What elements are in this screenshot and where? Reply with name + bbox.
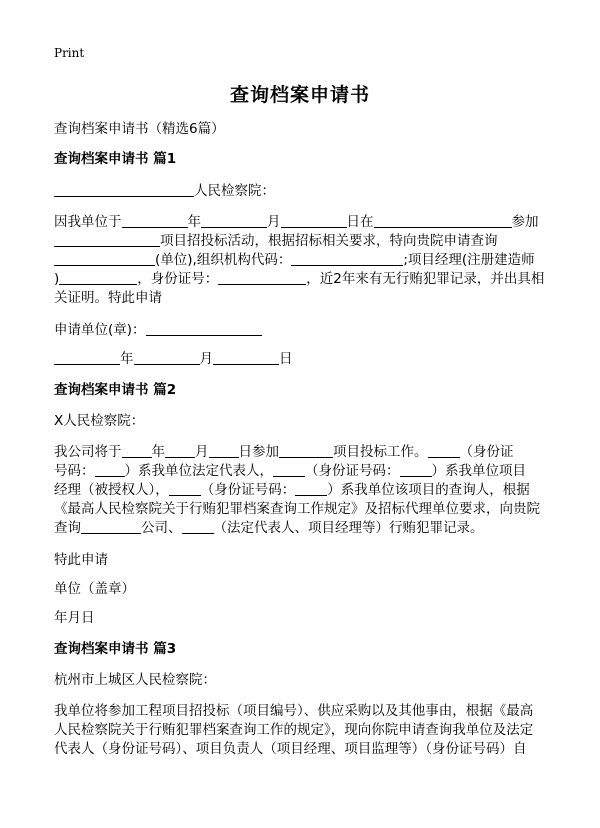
section-3-addressee: 杭州市上城区人民检察院： xyxy=(54,672,216,688)
section-2-special: 特此申请 xyxy=(54,552,108,568)
section-2-para-line-3: 经理（被授权人）， （身份证号码： ）系我单位该项目的查询人，根据 xyxy=(54,482,530,498)
section-2-date: 年月日 xyxy=(54,610,95,626)
section-1-addressee: 人民检察院： xyxy=(54,182,275,201)
section-1-para-line-5: 关证明。特此申请 xyxy=(54,290,162,306)
section-1-heading: 查询档案申请书 篇1 xyxy=(54,151,177,167)
section-3-para-line-2: 人民检察院关于行贿犯罪档案查询工作的规定》，现向你院申请查询我单位及法定 xyxy=(54,722,534,738)
section-2-para-line-5: 查询 公司、 （法定代表人、项目经理等）行贿犯罪记录。 xyxy=(54,520,484,536)
section-1-para-line-1: 因我单位于 年 月 日在 参加 xyxy=(54,214,539,230)
section-3-para-line-1: 我单位将参加工程项目招投标（项目编号）、供应采购以及其他事由，根据《最高 xyxy=(54,703,534,719)
page-title: 查询档案申请书 xyxy=(229,84,370,106)
section-2-unit: 单位（盖章） xyxy=(54,581,135,597)
section-3-heading: 查询档案申请书 篇3 xyxy=(54,641,177,657)
section-2-addressee: X人民检察院： xyxy=(54,413,145,429)
section-1-para-line-3: (单位),组织机构代码： ;项目经理(注册建造师 xyxy=(54,251,535,270)
section-2-para-line-1: 我公司将于 年 月 日参加 项目投标工作。 （身份证 xyxy=(54,444,514,460)
section-1-para-line-4: ) ，身份证号： ，近2年来有无行贿犯罪记录，并出具相 xyxy=(54,271,545,287)
section-2-heading: 查询档案申请书 篇2 xyxy=(54,382,177,398)
section-2-para-line-2: 号码： ）系我单位法定代表人， （身份证号码： ）系我单位项目 xyxy=(54,463,526,479)
section-1-para-line-2: 项目招投标活动，根据招标相关要求，特向贵院申请查询 xyxy=(54,232,498,251)
section-3-para-line-3: 代表人（身份证号码）、项目负责人（项目经理、项目监理等）（身份证号码）自 xyxy=(54,741,527,757)
subtitle: 查询档案申请书（精选6篇） xyxy=(54,121,225,137)
print-link[interactable]: Print xyxy=(54,46,85,60)
section-2-para-line-4: 《最高人民检察院关于行贿犯罪档案查询工作规定》及招标代理单位要求，向贵院 xyxy=(54,501,540,517)
section-1-applicant: 申请单位(章)： xyxy=(54,321,262,340)
section-1-date: 年 月 日 xyxy=(54,350,293,369)
